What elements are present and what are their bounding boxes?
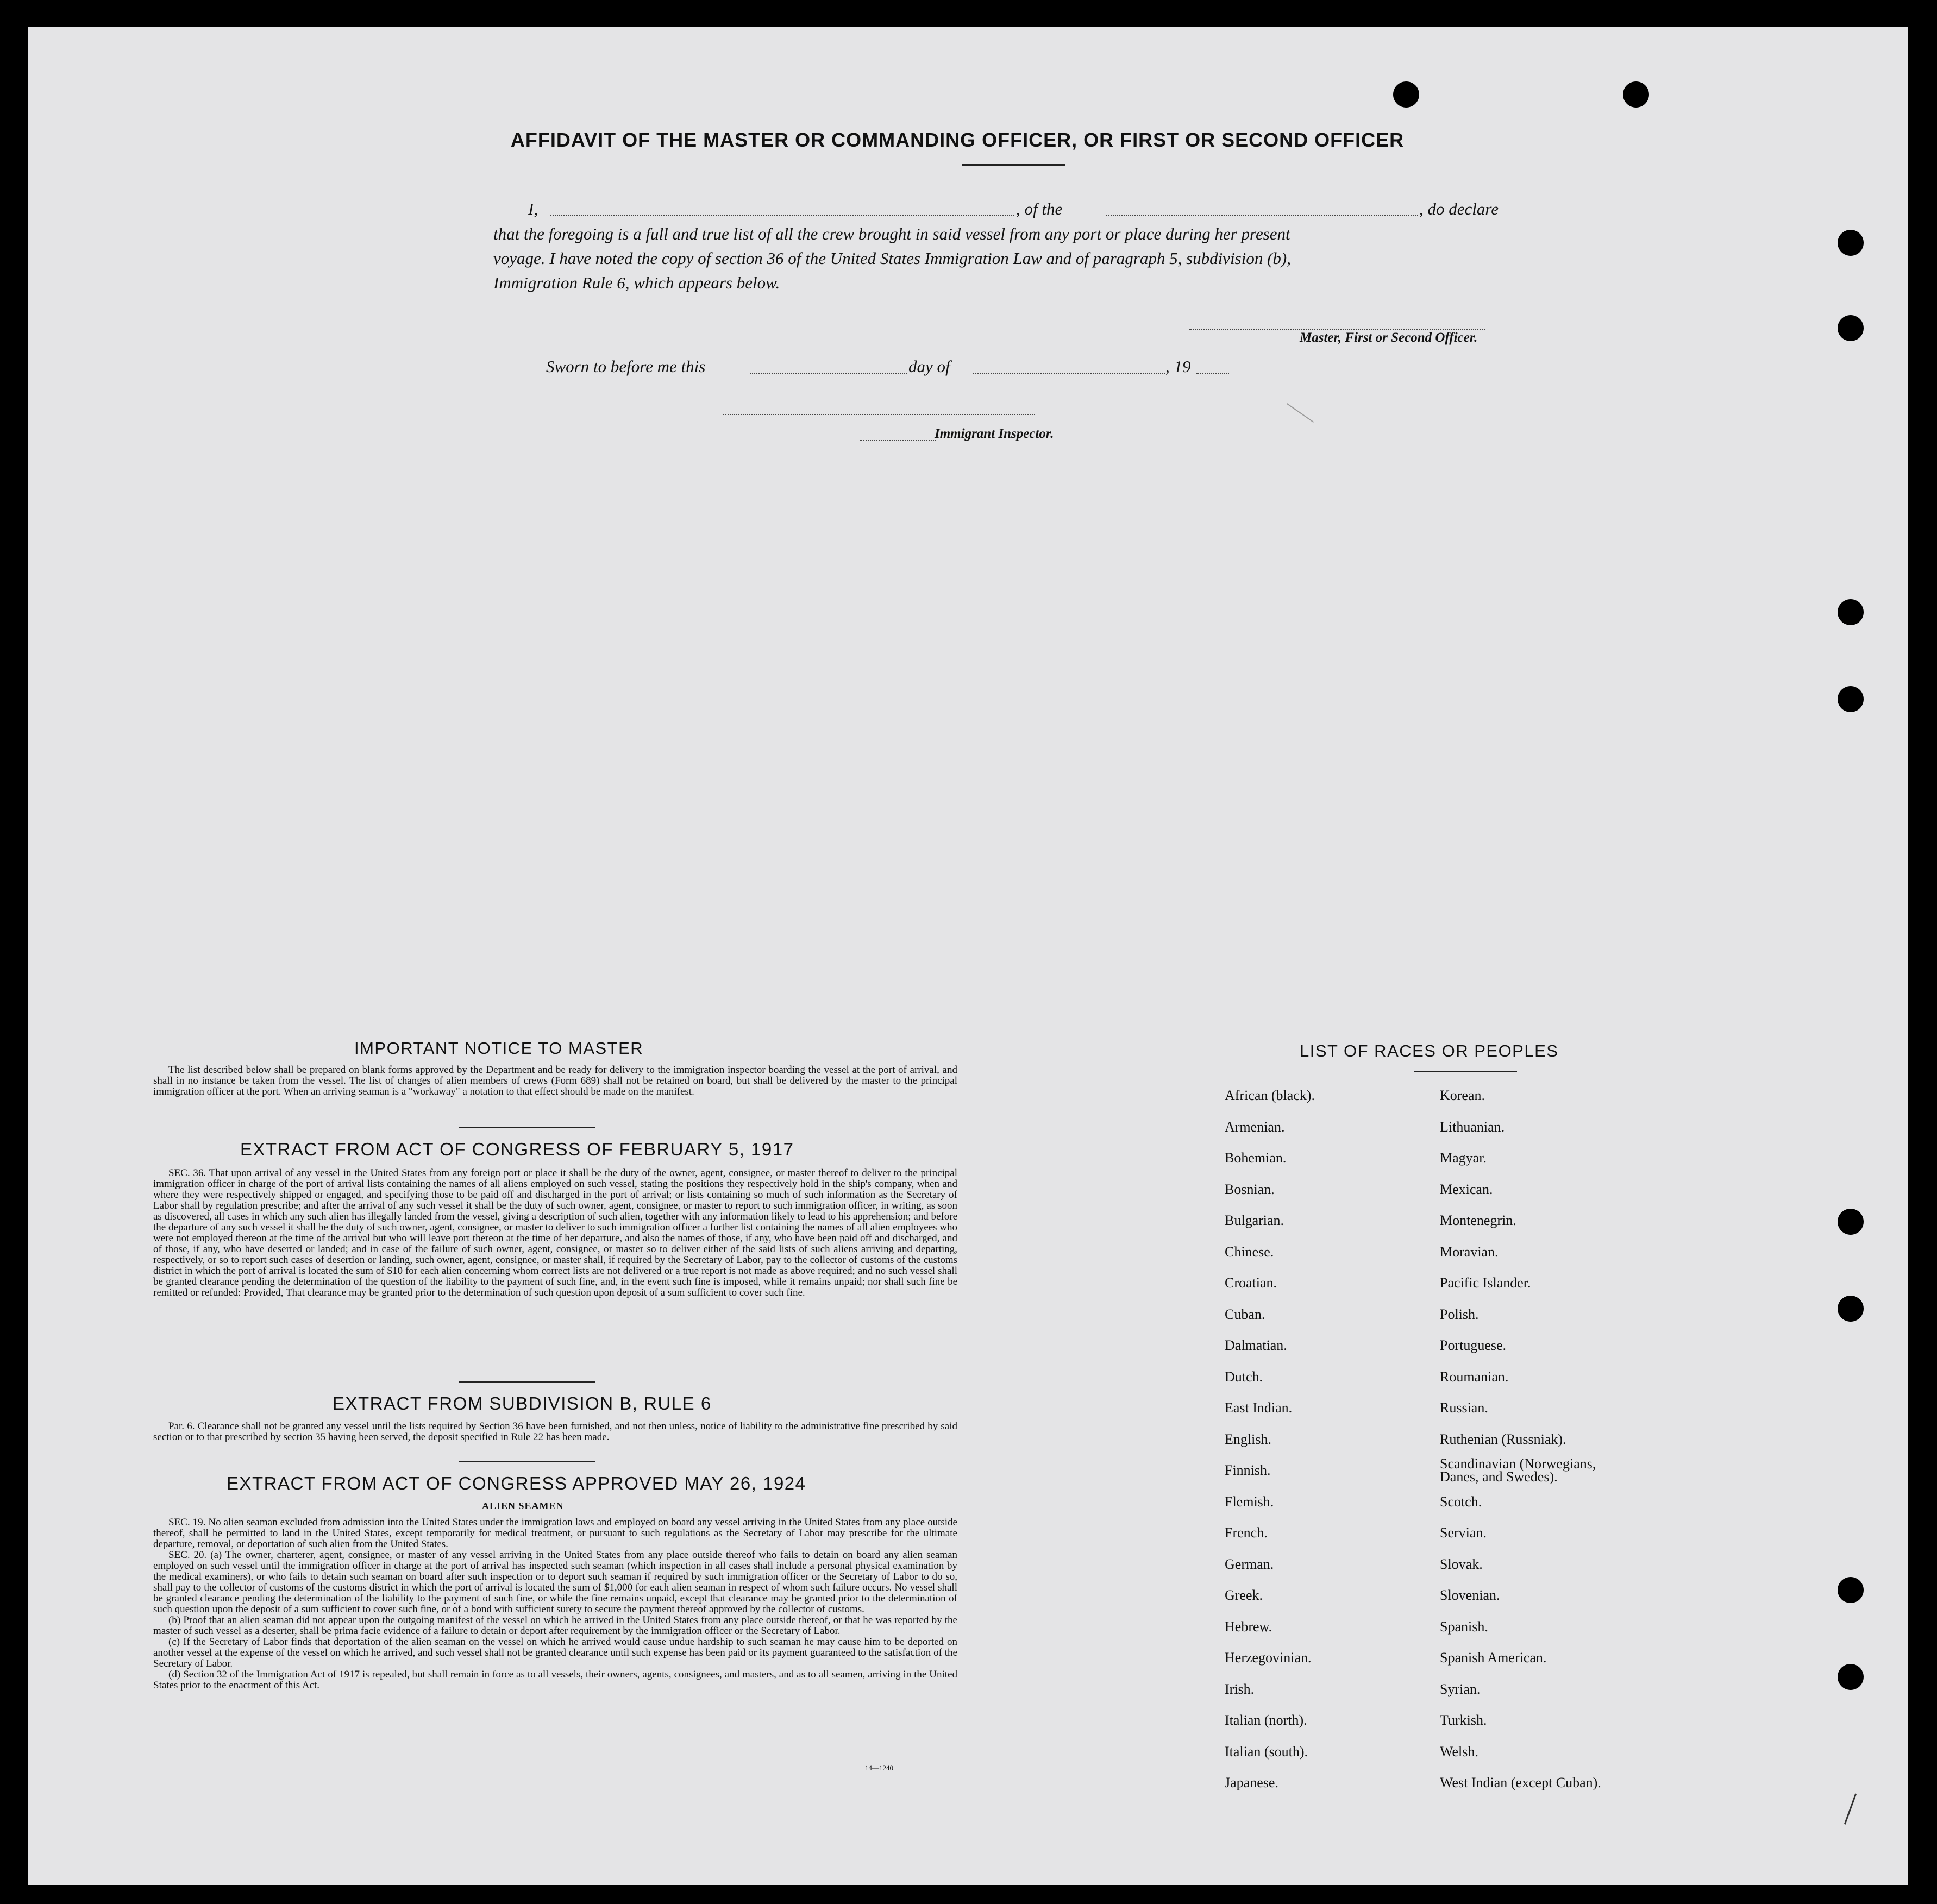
section-36-paragraph: SEC. 36. That upon arrival of any vessel in the United States from any foreign port or place it shall be the duty of the owner, agent, consignee, or master thereof to deliver to the principal immigration officer in charge of the port of arrival lists containing the names of all aliens employed on such vessel, stating the positions they respectively hold in the ship's company, when and where they were respectively shipped or engaged, and specifying those to be paid off and discharged in the port of arrival; or lists containing so much of such information as the Secretary of Labor shall by regulation prescribe; and after the arrival of any such vessel it shall be the duty of such owner, agent, consignee, or master to report to such immigration officer, in writing, as soon as discovered, all cases in which any such alien has illegally landed from the vessel, giving a description of such alien, together with any information likely to lead to his apprehension; and before the departure of any such vessel it shall be the duty of such owner, agent, consignee, or master to deliver to such immigration officer a further list containing the names of all alien employees who were not employed thereon at the time of the arrival but who will leave port thereon at the time of her departure, and also the names of those, if any, who have been paid off and discharged, and of those, if any, who have deserted or landed; and in case of the failure of such owner, agent, consignee, or master so to deliver either of the said lists of such aliens arriving and departing, respectively, or so to report such cases of desertion or landing, such owner, agent, consignee, or master shall, if required by the Secretary of Labor, pay to the collector of customs of the customs district in which the port of arrival is located the sum of $10 for each alien concerning whom correct lists are not delivered or a true report is not made as above required; and no such vessel shall be granted clearance pending the determination of the question of the liability to the payment of such fine, and, in the event such fine is imposed, while it remains unpaid; nor shall such fine be remitted or refunded: Provided, That clearance may be granted prior to the determination of such question upon deposit of a sum sufficient to cover such fine. <box>153 1167 957 1298</box>
punch-hole-right-1 <box>1838 230 1864 256</box>
inspector-caption: Immigrant Inspector. <box>935 426 1054 441</box>
inspector-prefix-field[interactable] <box>860 440 936 441</box>
punch-hole-right-8 <box>1838 1664 1864 1690</box>
race-item: Croatian. <box>1225 1275 1277 1291</box>
race-item: Scandinavian (Norwegians, Danes, and Swedes). <box>1440 1456 1596 1485</box>
race-item: Servian. <box>1440 1525 1487 1541</box>
race-item: Russian. <box>1440 1400 1488 1416</box>
rule-6-paragraph: Par. 6. Clearance shall not be granted any vessel until the lists required by Section 36 have been furnished, and not then unless, notice of liability to the administrative fine prescribed by said section or to that prescribed by section 35 having been served, the deposit specified in Rule 22 has been made. <box>153 1421 957 1443</box>
rule-6-title: EXTRACT FROM SUBDIVISION B, RULE 6 <box>333 1393 712 1413</box>
races-title-rule <box>1414 1071 1517 1072</box>
alien-seamen-subtitle: ALIEN SEAMEN <box>482 1500 564 1511</box>
section-19-paragraph: SEC. 19. No alien seaman excluded from admission into the United States under the immigration laws and employed on board any vessel arriving in the United States from any place outside thereof, shall be permitted to land in the United States, except temporarily for medical treatment, or pursuant to such regulations as the Secretary of Labor may prescribe for the ultimate departure, removal, or deportation of such alien from the United States. <box>153 1517 957 1550</box>
sworn-label: Sworn to before me this <box>546 357 706 376</box>
section-20b-paragraph: (b) Proof that an alien seaman did not appear upon the outgoing manifest of the vessel on which he arrived in the United States from any place outside thereof, or that he was reported by the master of such vessel as a deserter, shall be prima facie evidence of a failure to detain or deport after requirement by the immigration officer or the Secretary of Labor. <box>153 1614 957 1637</box>
race-item: Dutch. <box>1225 1368 1263 1385</box>
race-item: Slovak. <box>1440 1556 1483 1572</box>
race-item: Lithuanian. <box>1440 1118 1505 1135</box>
sworn-day-field[interactable] <box>750 373 907 374</box>
affidavit-title-rule <box>962 164 1065 166</box>
sworn-year-field[interactable] <box>1196 373 1229 374</box>
notice-rule <box>459 1127 595 1128</box>
race-item: Magyar. <box>1440 1150 1487 1166</box>
declare-label: , do declare <box>1419 199 1499 218</box>
inspector-signature-field[interactable] <box>723 414 1035 415</box>
race-item: Cuban. <box>1225 1306 1265 1322</box>
notice-text <box>153 1065 957 1097</box>
race-item: Irish. <box>1225 1681 1255 1697</box>
race-item: Finnish. <box>1225 1462 1271 1478</box>
section-20a-paragraph: SEC. 20. (a) The owner, charterer, agent, consignee, or master of any vessel arriving in the United States from any place outside thereof who fails to detain on board any alien seaman employed on such vessel until the immigration officer in charge at the port of arrival has inspected such seaman (which inspection in all cases shall include a personal physical examination by the medical examiners), or who fails to detain such seaman on board after such inspection or to deport such seaman if required by such immigration officer or the Secretary of Labor to do so, shall pay to the collector of customs of the customs district in which the port of arrival is located the sum of $1,000 for each alien seaman in respect of whom such failure occurs. No vessel shall be granted clearance pending the determination of the liability to the payment of such fine, or while the fine remains unpaid, except that clearance may be granted prior to the determination of such question upon the deposit of a sum sufficient to cover such fine, or of a bond with sufficient surety to secure the payment thereof approved by the collector of customs. <box>153 1549 957 1615</box>
punch-hole-right-7 <box>1838 1577 1864 1603</box>
race-item: Spanish American. <box>1440 1650 1547 1666</box>
extract-1924-text <box>153 1517 957 1691</box>
race-item: Armenian. <box>1225 1118 1285 1135</box>
race-item: Bohemian. <box>1225 1150 1287 1166</box>
sworn-month-field[interactable] <box>973 373 1165 374</box>
extract-1917-rule <box>459 1381 595 1383</box>
affidavit-line-4: Immigration Rule 6, which appears below. <box>493 273 780 292</box>
race-item: West Indian (except Cuban). <box>1440 1775 1601 1790</box>
race-item: Turkish. <box>1440 1712 1487 1728</box>
race-item: Roumanian. <box>1440 1368 1509 1385</box>
year-label: , 19 <box>1165 357 1191 376</box>
punch-hole-right-4 <box>1838 686 1864 712</box>
vessel-name-field[interactable] <box>1106 215 1418 216</box>
race-item: Spanish. <box>1440 1618 1488 1635</box>
race-item: Bosnian. <box>1225 1181 1275 1197</box>
punch-hole-right-5 <box>1838 1209 1864 1235</box>
punch-hole-top-2 <box>1623 81 1649 108</box>
handwritten-mark <box>1844 1793 1857 1824</box>
punch-hole-right-6 <box>1838 1296 1864 1322</box>
race-item: Herzegovinian. <box>1225 1650 1312 1666</box>
race-item: French. <box>1225 1525 1268 1541</box>
race-item: English. <box>1225 1431 1271 1447</box>
race-item: Japanese. <box>1225 1775 1278 1790</box>
race-item: Portuguese. <box>1440 1337 1507 1353</box>
race-item: Ruthenian (Russniak). <box>1440 1431 1566 1447</box>
race-item: Bulgarian. <box>1225 1212 1284 1228</box>
day-of-label: day of <box>908 357 950 376</box>
race-item: East Indian. <box>1225 1400 1293 1416</box>
race-item: Mexican. <box>1440 1181 1493 1197</box>
rule-6-rule <box>459 1461 595 1462</box>
race-item: Scotch. <box>1440 1493 1482 1510</box>
notice-paragraph: The list described below shall be prepared on blank forms approved by the Department and be ready for delivery to the immigration inspector boarding the vessel at the port of arrival, and shall in no instance be taken from the vessel. The list of changes of alien members of crews (Form 689) shall not be retained on board, but shall be delivered by the master to the principal immigration officer at the port. When an arriving seaman is a "workaway" a notation to that effect should be made on the manifest. <box>153 1064 957 1097</box>
extract-1924-title: EXTRACT FROM ACT OF CONGRESS APPROVED MAY 26, 1924 <box>227 1473 806 1493</box>
race-item: Welsh. <box>1440 1743 1478 1760</box>
master-caption: Master, First or Second Officer. <box>1300 330 1478 345</box>
race-item: Pacific Islander. <box>1440 1275 1531 1291</box>
extract-1917-title: EXTRACT FROM ACT OF CONGRESS OF FEBRUARY 5, 1917 <box>240 1139 794 1159</box>
form-number: 14—1240 <box>865 1764 893 1772</box>
affidavit-title: AFFIDAVIT OF THE MASTER OR COMMANDING OFFICER, OR FIRST OR SECOND OFFICER <box>510 129 1405 151</box>
punch-hole-top-1 <box>1393 81 1419 108</box>
document-page <box>28 27 1908 1885</box>
affidavit-line-3: voyage. I have noted the copy of section 36 of the United States Immigration Law and of paragraph 5, subdivision (b), <box>493 249 1291 268</box>
race-item: Montenegrin. <box>1440 1212 1516 1228</box>
margin-tick-mark <box>1287 403 1314 423</box>
race-item: Syrian. <box>1440 1681 1481 1697</box>
section-20d-paragraph: (d) Section 32 of the Immigration Act of 1917 is repealed, but shall remain in force as to all vessels, their owners, agents, consignees, and masters, and as to all seamen, arriving in the United States prior to the enactment of this Act. <box>153 1669 957 1691</box>
affidavit-line-2: that the foregoing is a full and true list of all the crew brought in said vessel from any port or place during her present <box>493 224 1290 243</box>
race-item: Hebrew. <box>1225 1618 1272 1635</box>
race-item: Italian (south). <box>1225 1743 1308 1760</box>
race-item: Moravian. <box>1440 1243 1499 1260</box>
race-item: African (black). <box>1225 1088 1315 1103</box>
race-item: Slovenian. <box>1440 1587 1500 1603</box>
section-20c-paragraph: (c) If the Secretary of Labor finds that deportation of the alien seaman on the vessel on which he arrived would cause undue hardship to such seaman he may cause him to be deported on another vessel at the expense of the vessel on which he arrived, and such vessel shall not be granted clearance until such expense has been paid or its payment guaranteed to the satisfaction of the Secretary of Labor. <box>153 1636 957 1669</box>
i-label: I, <box>528 199 538 218</box>
race-item: Greek. <box>1225 1587 1263 1603</box>
races-title: LIST OF RACES OR PEOPLES <box>1300 1041 1559 1060</box>
notice-title: IMPORTANT NOTICE TO MASTER <box>354 1039 644 1058</box>
race-item: Korean. <box>1440 1088 1485 1103</box>
race-item: German. <box>1225 1556 1274 1572</box>
race-item: Polish. <box>1440 1306 1479 1322</box>
rule-6-text <box>153 1421 957 1443</box>
race-item: Italian (north). <box>1225 1712 1307 1728</box>
punch-hole-right-3 <box>1838 599 1864 625</box>
master-name-field[interactable] <box>550 215 1014 216</box>
race-item: Dalmatian. <box>1225 1337 1287 1353</box>
race-item: Flemish. <box>1225 1493 1274 1510</box>
extract-1917-text <box>153 1168 957 1298</box>
race-item: Chinese. <box>1225 1243 1274 1260</box>
punch-hole-right-2 <box>1838 315 1864 341</box>
of-the-label: , of the <box>1016 199 1063 218</box>
